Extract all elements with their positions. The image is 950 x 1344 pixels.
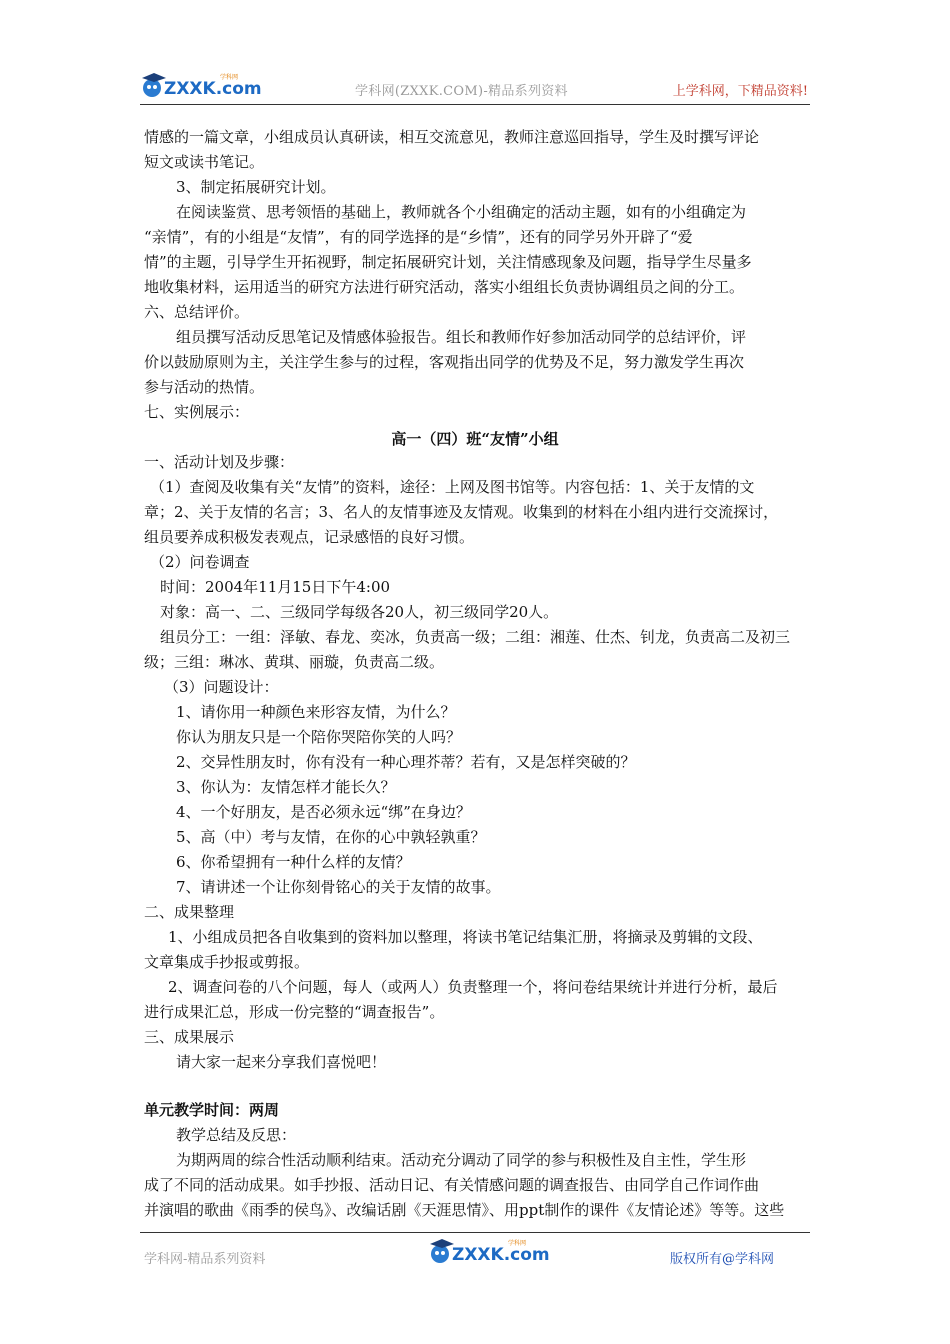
zxxk-logo-icon xyxy=(140,70,262,100)
text-line: 对象：高一、二、三级同学每级各20人，初三级同学20人。 xyxy=(160,603,559,621)
header-divider xyxy=(140,104,810,105)
text-line: 组员撰写活动反思笔记及情感体验报告。组长和教师作好参加活动同学的总结评价，评 xyxy=(176,328,747,346)
section-heading: 三、成果展示 xyxy=(144,1028,235,1046)
svg-text:ZXXK.com: ZXXK.com xyxy=(164,79,262,99)
text-line: 短文或读书笔记。 xyxy=(144,153,265,171)
text-line: 成了不同的活动成果。如手抄报、活动日记、有关情感问题的调查报告、由同学自己作词作曲 xyxy=(144,1176,760,1194)
text-line: 3、制定拓展研究计划。 xyxy=(176,178,336,196)
text-line: 情感的一篇文章，小组成员认真研读，相互交流意见，教师注意巡回指导，学生及时撰写评论 xyxy=(144,128,760,146)
list-item: 2、交异性朋友时，你有没有一种心理芥蒂？若有，又是怎样突破的？ xyxy=(176,753,636,771)
header-slogan: 上学科网，下精品资料! xyxy=(672,84,808,99)
text-line: 级；三组：琳冰、黄琪、丽璇，负责高二级。 xyxy=(144,653,445,671)
zxxk-footer-logo-icon xyxy=(428,1236,550,1266)
text-line: 2、调查问卷的八个问题，每人（或两人）负责整理一个，将问卷结果统计并进行分析，最后 xyxy=(168,978,778,996)
footer-left-text: 学科网-精品系列资料 xyxy=(144,1252,266,1267)
text-line: 价以鼓励原则为主，关注学生参与的过程，客观指出同学的优势及不足，努力激发学生再次 xyxy=(144,353,745,371)
text-line: 组员分工：一组：泽敏、春龙、奕冰，负责高一级；二组：湘莲、仕杰、钊龙，负责高二及初三 xyxy=(160,628,791,646)
text-line: 进行成果汇总，形成一份完整的“调查报告”。 xyxy=(144,1003,445,1021)
footer-divider xyxy=(140,1232,810,1233)
list-item: 4、一个好朋友，是否必须永远“绑”在身边？ xyxy=(176,803,471,821)
text-line: （1）查阅及收集有关“友情”的资料，途径：上网及图书馆等。内容包括：1、关于友情的文 xyxy=(150,478,755,496)
svg-text:学科网: 学科网 xyxy=(508,1240,527,1247)
text-line: （3）问题设计： xyxy=(164,678,279,696)
text-line: 地收集材料，运用适当的研究方法进行研究活动，落实小组组长负责协调组员之间的分工。 xyxy=(144,278,745,296)
text-line: 时间：2004年11月15日下午4:00 xyxy=(160,578,391,596)
section-heading: 一、活动计划及步骤： xyxy=(144,453,295,471)
list-item: 你认为朋友只是一个陪你哭陪你笑的人吗？ xyxy=(176,728,462,746)
text-line: 请大家一起来分享我们喜悦吧！ xyxy=(176,1053,387,1071)
example-title: 高一（四）班“友情”小组 xyxy=(391,430,559,448)
text-line: 1、小组成员把各自收集到的资料加以整理，将读书笔记结集汇册，将摘录及剪辑的文段、 xyxy=(168,928,763,946)
section-heading: 二、成果整理 xyxy=(144,903,235,921)
text-line: 情”的主题，引导学生开拓视野，制定拓展研究计划，关注情感现象及问题，指导学生尽量多 xyxy=(144,253,752,271)
list-item: 5、高（中）考与友情，在你的心中孰轻孰重？ xyxy=(176,828,486,846)
list-item: 7、请讲述一个让你刻骨铭心的关于友情的故事。 xyxy=(176,878,501,896)
text-line: 教学总结及反思： xyxy=(176,1126,297,1144)
section-heading: 六、总结评价。 xyxy=(144,303,250,321)
list-item: 3、你认为：友情怎样才能长久？ xyxy=(176,778,396,796)
text-line: 文章集成手抄报或剪报。 xyxy=(144,953,310,971)
text-line: 组员要养成积极发表观点，记录感悟的良好习惯。 xyxy=(144,528,475,546)
text-line: 章；2、关于友情的名言；3、名人的友情事迹及友情观。收集到的材料在小组内进行交流探讨， xyxy=(144,503,779,521)
text-line: 在阅读鉴赏、思考领悟的基础上，教师就各个小组确定的活动主题，如有的小组确定为 xyxy=(176,203,747,221)
text-line: 为期两周的综合性活动顺利结束。活动充分调动了同学的参与积极性及自主性，学生形 xyxy=(176,1151,747,1169)
page-header xyxy=(140,64,810,104)
footer-copyright: 版权所有@学科网 xyxy=(670,1252,775,1267)
header-site-title: 学科网(ZXXK.COM)-精品系列资料 xyxy=(355,84,568,99)
text-line: “亲情”，有的小组是“友情”，有的同学选择的是“乡情”，还有的同学另外开辟了“爱 xyxy=(144,228,693,246)
section-heading: 七、实例展示： xyxy=(144,403,250,421)
svg-text:ZXXK.com: ZXXK.com xyxy=(452,1245,550,1265)
text-line: （2）问卷调查 xyxy=(150,553,250,571)
text-line: 并演唱的歌曲《雨季的侯鸟》、改编话剧《天涯思情》、用ppt制作的课件《友情论述》等等。这些 xyxy=(144,1201,785,1219)
list-item: 1、请你用一种颜色来形容友情，为什么？ xyxy=(176,703,456,721)
svg-text:学科网: 学科网 xyxy=(220,74,239,81)
list-item: 6、你希望拥有一种什么样的友情？ xyxy=(176,853,411,871)
section-heading: 单元教学时间：两周 xyxy=(144,1101,280,1119)
text-line: 参与活动的热情。 xyxy=(144,378,265,396)
